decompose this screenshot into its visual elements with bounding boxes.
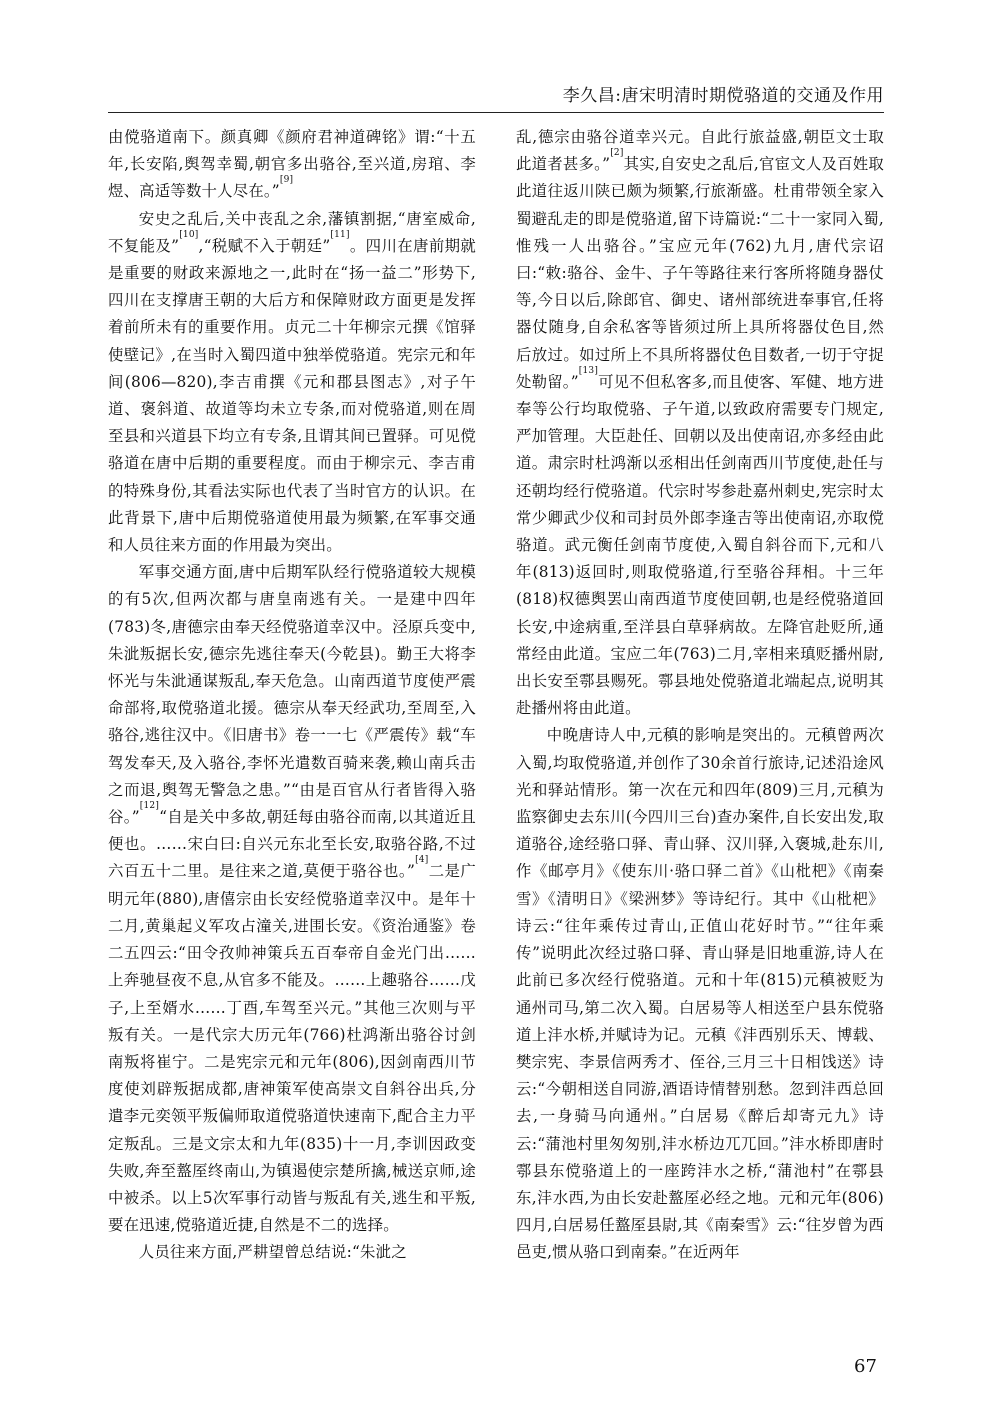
paragraph: 人员往来方面,严耕望曾总结说:“朱泚之 xyxy=(138,1243,407,1262)
right-column xyxy=(516,124,884,1267)
paragraph: 安史之乱后,关中丧乱之余,藩镇割据,“唐室威命,不复能及”[10],“税赋不入于朝廷”[11]。四川在唐前期就是重要的财政来源地之一,此时在“扬一益二”形势下,四川在支撑唐王朝的大后方和保障财政方面更是发挥着前所未有的重要作用。贞元二十年柳宗元撰《馆驿使壁记》,在当时入蜀四道中独举傥骆道。宪宗元和年间(806—820),李吉甫撰《元和郡县图志》,对子午道、褒斜道、故道等均未立专条,而对傥骆道,则在周至县和兴道县下均立有专条,且谓其间已置驿。可见傥骆道在唐中后期的重要程度。而由于柳宗元、李吉甫的特殊身份,其看法实际也代表了当时官方的认识。在此背景下,唐中后期傥骆道使用最为频繁,在军事交通和人员往来方面的作用最为突出。 xyxy=(108,209,476,555)
citation-marker: [2] xyxy=(610,148,624,159)
paragraph: 由傥骆道南下。颜真卿《颜府君神道碑铭》谓:“十五年,长安陷,舆驾幸蜀,朝官多出骆谷,至兴道,房琯、李煜、高适等数十人尽在。”[9] xyxy=(108,128,476,201)
citation-marker: [13] xyxy=(578,365,599,376)
citation-marker: [9] xyxy=(279,175,294,186)
citation-marker: [11] xyxy=(330,229,350,240)
running-title: 李久昌:唐宋明清时期傥骆道的交通及作用 xyxy=(562,86,884,106)
running-header xyxy=(108,78,884,113)
left-column xyxy=(108,124,476,1267)
paragraph: 乱,德宗由骆谷道幸兴元。自此行旅益盛,朝臣文士取此道者甚多。”[2]其实,自安史之乱后,官宦文人及百姓取此道往返川陕已颇为频繁,行旅渐盛。杜甫带领全家入蜀避乱走的即是傥骆道,留下诗篇说:“二十一家同入蜀,惟残一人出骆谷。”宝应元年(762)九月,唐代宗诏曰:“敕:骆谷、金牛、子午等路往来行客所将随身器仗等,今日以后,除郎官、御史、诸州部统进奉事官,任将器仗随身,自余私客等皆须过所上具所将器仗色目,然后放过。如过所上不具所将器仗色目数者,一切于守捉处勒留。”[13]可见不但私客多,而且使客、军健、地方进奉等公行均取傥骆、子午道,以致政府需要专门规定,严加管理。大臣赴任、回朝以及出使南诏,亦多经由此道。肃宗时杜鸿渐以丞相出任剑南西川节度使,赴任与还朝均经行傥骆道。代宗时岑参赴嘉州刺史,宪宗时太常少卿武少仪和司封员外郎李逢吉等出使南诏,亦取傥骆道。武元衡任剑南节度使,入蜀自斜谷而下,元和八年(813)返回时,则取傥骆道,行至骆谷拜相。十三年(818)权德舆罢山南西道节度使回朝,也是经傥骆道回长安,中途病重,至洋县白草驿病故。左降官赴贬所,通常经由此道。宝应二年(763)二月,宰相来瑱贬播州尉,出长安至鄠县赐死。鄠县地处傥骆道北端起点,说明其赴播州将由此道。 xyxy=(516,128,884,718)
citation-marker: [4] xyxy=(415,855,429,866)
paragraph: 中晚唐诗人中,元稹的影响是突出的。元稹曾两次入蜀,均取傥骆道,并创作了30余首行旅诗,记述沿途风光和驿站情形。第一次在元和四年(809)三月,元稹为监察御史去东川(今四川三台)查办案件,自长安出发,取道骆谷,途经骆口驿、青山驿、汉川驿,入褒城,赴东川,作《邮亭月》《使东川·骆口驿二首》《山枇杷》《南秦雪》《清明日》《梁洲梦》等诗纪行。其中《山枇杷》诗云:“往年乘传过青山,正值山花好时节。”“往年乘传”说明此次经过骆口驿、青山驿是旧地重游,诗人在此前已多次经行傥骆道。元和十年(815)元稹被贬为通州司马,第二次入蜀。白居易等人相送至户县东傥骆道上沣水桥,并赋诗为记。元稹《沣西别乐天、博载、樊宗宪、李景信两秀才、侄谷,三月三十日相饯送》诗云:“今朝相送自同游,酒语诗情替别愁。忽到沣西总回去,一身骑马向通州。”白居易《醉后却寄元九》诗云:“蒲池村里匆匆别,沣水桥边兀兀回。”沣水桥即唐时鄠县东傥骆道上的一座跨沣水之桥,“蒲池村”在鄠县东,沣水西,为由长安赴盩厔必经之地。元和元年(806)四月,白居易任盩厔县尉,其《南秦雪》云:“往岁曾为西邑吏,惯从骆口到南秦。”在近两年 xyxy=(516,726,884,1262)
paragraph: 军事交通方面,唐中后期军队经行傥骆道较大规模的有5次,但两次都与唐皇南逃有关。一是建中四年(783)冬,唐德宗由奉天经傥骆道幸汉中。泾原兵变中,朱泚叛据长安,德宗先逃往奉天(今乾县)。勤王大将李怀光与朱泚通谋叛乱,奉天危急。山南西道节度使严震命部将,取傥骆道北援。德宗从奉天经武功,至周至,入骆谷,逃往汉中。《旧唐书》卷一一七《严震传》载“车驾发奉天,及入骆谷,李怀光遣数百骑来袭,赖山南兵击之而退,舆驾无警急之患。”“由是百官从行者皆得入骆谷。”[12]“自是关中多故,朝廷每由骆谷而南,以其道近且便也。……宋白曰:自兴元东北至长安,取骆谷路,不过六百五十二里。是往来之道,莫便于骆谷也。”[4]二是广明元年(880),唐僖宗由长安经傥骆道幸汉中。是年十二月,黄巢起义军攻占潼关,进围长安。《资治通鉴》卷二五四云:“田令孜帅神策兵五百奉帝自金光门出……上奔驰昼夜不息,从官多不能及。……上趣骆谷……戊子,上至婿水……丁酉,车驾至兴元。”其他三次则与平叛有关。一是代宗大历元年(766)杜鸿渐出骆谷讨剑南叛将崔宁。二是宪宗元和元年(806),因剑南西川节度使刘辟叛据成都,唐神策军使高崇文自斜谷出兵,分遣李元奕领平叛偏师取道傥骆道快速南下,配合主力平定叛乱。三是文宗太和九年(835)十一月,李训因政变失败,奔至盩厔终南山,为镇遏使宗楚所擒,械送京师,途中被杀。以上5次军事行动皆与叛乱有关,逃生和平叛,要在迅速,傥骆道近捷,自然是不二的选择。 xyxy=(108,563,476,1235)
citation-marker: [10] xyxy=(179,229,199,240)
page-number: 67 xyxy=(854,1356,877,1377)
citation-marker: [12] xyxy=(139,801,160,812)
